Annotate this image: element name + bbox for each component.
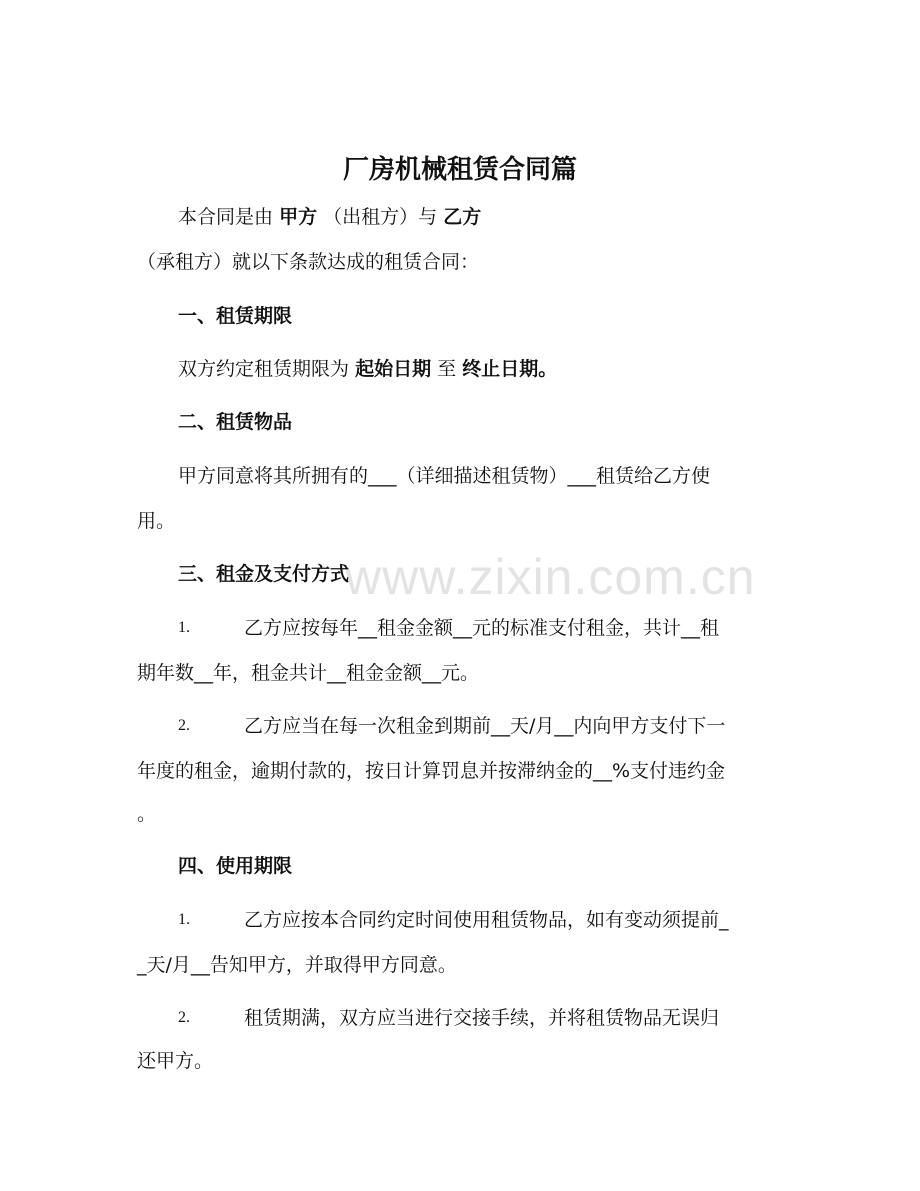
start-date-field: 起始日期 <box>355 358 432 380</box>
intro-text: （出租方）与 <box>323 206 438 228</box>
intro-line-1 <box>178 203 481 231</box>
list-number: 1. <box>178 911 190 928</box>
list-item-line: 乙方应按每年__租金金额__元的标准支付租金，共计__租 <box>244 617 720 639</box>
intro-line-2: （承租方）就以下条款达成的租赁合同： <box>137 251 480 273</box>
list-item-line: 乙方应当在每一次租金到期前__天/月__内向甲方支付下一 <box>244 715 726 737</box>
section-1-paragraph <box>178 355 557 383</box>
section-heading: 一、租赁期限 <box>178 305 293 327</box>
list-number: 2. <box>178 717 190 734</box>
list-item-line: 。 <box>137 803 157 825</box>
watermark: www.zixin.com.cn <box>345 549 756 605</box>
section-2-line-1: 甲方同意将其所拥有的___（详细描述租赁物）___租赁给乙方使 <box>178 465 711 487</box>
list-item-line: 乙方应按本合同约定时间使用租赁物品，如有变动须提前_ <box>244 909 729 931</box>
list-number: 1. <box>178 619 190 636</box>
list-number: 2. <box>178 1009 190 1026</box>
section-heading: 二、租赁物品 <box>178 411 293 433</box>
end-date-field: 终止日期 <box>462 358 539 380</box>
paragraph-text: 至 <box>437 358 457 380</box>
paragraph-text: 。 <box>538 358 558 380</box>
section-heading: 三、租金及支付方式 <box>178 563 350 585</box>
document-title: 厂房机械租赁合同篇 <box>342 155 577 185</box>
list-item-line: 租赁期满，双方应当进行交接手续，并将租赁物品无误归 <box>244 1007 720 1029</box>
section-heading: 四、使用期限 <box>178 855 293 877</box>
list-item-line: 年度的租金，逾期付款的，按日计算罚息并按滞纳金的__%支付违约金 <box>137 760 726 782</box>
party-b: 乙方 <box>443 206 482 228</box>
list-item-line: 还甲方。 <box>137 1050 214 1072</box>
section-2-line-2: 用。 <box>137 510 176 532</box>
list-item-line: 期年数__年，租金共计__租金金额__元。 <box>137 662 480 684</box>
party-a: 甲方 <box>279 206 318 228</box>
intro-text: 本合同是由 <box>178 206 274 228</box>
list-item-line: _天/月__告知甲方，并取得甲方同意。 <box>137 954 457 976</box>
paragraph-text: 双方约定租赁期限为 <box>178 358 350 380</box>
